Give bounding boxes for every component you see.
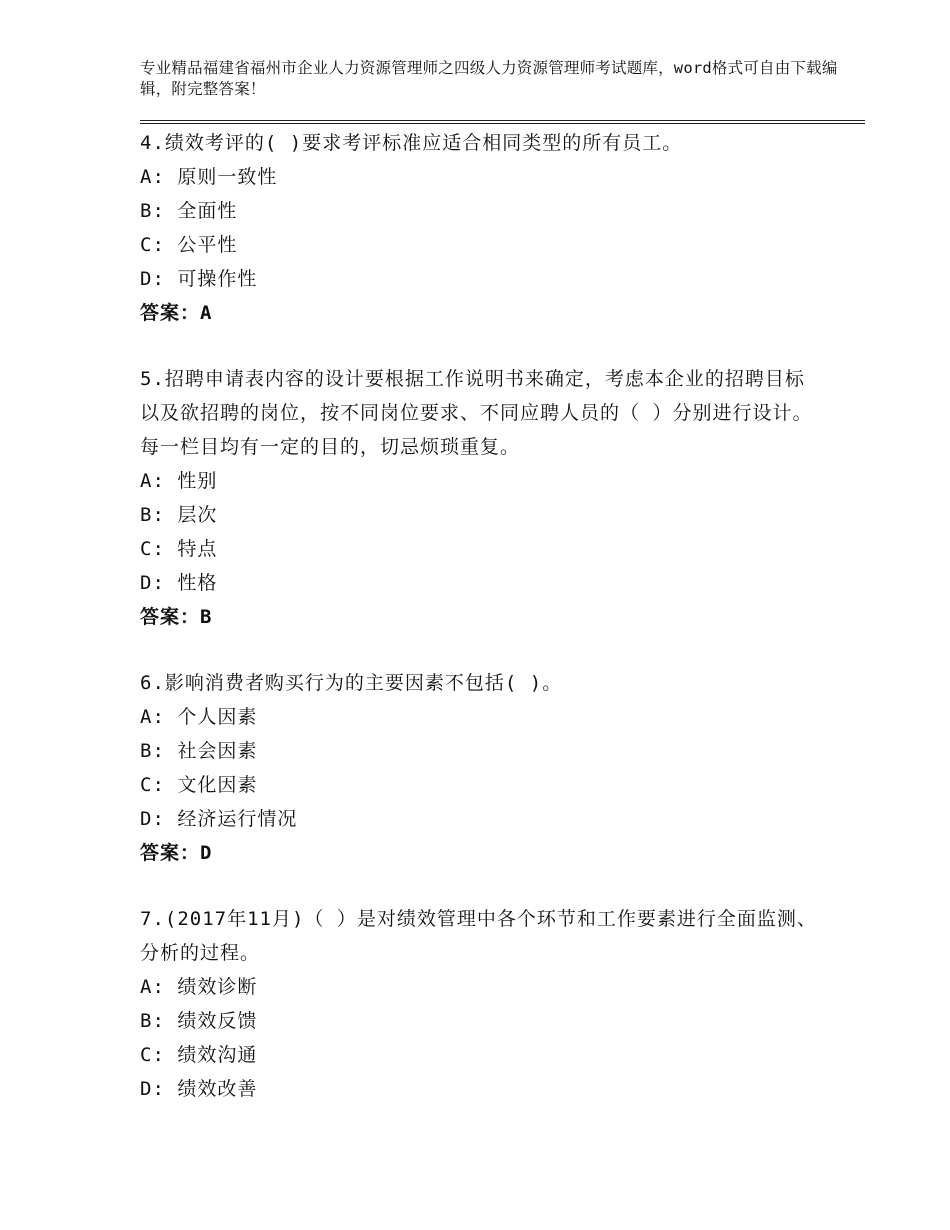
header-rule-bottom — [140, 123, 865, 124]
question-list — [140, 126, 820, 1138]
option-b: B: 全面性 — [140, 200, 238, 222]
option-a: A: 绩效诊断 — [140, 976, 258, 998]
answer: 答案：A — [140, 302, 213, 324]
header-title: 专业精品福建省福州市企业人力资源管理师之四级人力资源管理师考试题库，word格式可自由下载编辑，附完整答案！ — [140, 59, 838, 98]
question-stem: 4.绩效考评的( )要求考评标准应适合相同类型的所有员工。 — [140, 132, 683, 154]
option-d: D: 经济运行情况 — [140, 808, 298, 830]
question-7 — [140, 902, 820, 1106]
option-a: A: 个人因素 — [140, 706, 258, 728]
question-stem: 6.影响消费者购买行为的主要因素不包括( )。 — [140, 672, 563, 694]
option-d: D: 绩效改善 — [140, 1078, 258, 1100]
option-c: C: 绩效沟通 — [140, 1044, 258, 1066]
option-c: C: 文化因素 — [140, 774, 258, 796]
question-6 — [140, 666, 820, 870]
option-a: A: 性别 — [140, 470, 218, 492]
document-header — [140, 58, 840, 100]
option-c: C: 公平性 — [140, 234, 238, 256]
option-c: C: 特点 — [140, 538, 218, 560]
option-b: B: 层次 — [140, 504, 218, 526]
option-d: D: 可操作性 — [140, 268, 258, 290]
question-stem: 5.招聘申请表内容的设计要根据工作说明书来确定，考虑本企业的招聘目标以及欲招聘的岗位，按不同岗位要求、不同应聘人员的（ ）分别进行设计。每一栏目均有一定的目的，切忌烦琐重复。 — [140, 368, 813, 458]
answer: 答案：D — [140, 842, 213, 864]
header-rule-top — [140, 120, 865, 121]
option-b: B: 绩效反馈 — [140, 1010, 258, 1032]
question-stem: 7.(2017年11月)（ ）是对绩效管理中各个环节和工作要素进行全面监测、分析的过程。 — [140, 908, 817, 964]
question-5 — [140, 362, 820, 634]
question-4 — [140, 126, 820, 330]
answer: 答案：B — [140, 606, 213, 628]
option-a: A: 原则一致性 — [140, 166, 278, 188]
option-b: B: 社会因素 — [140, 740, 258, 762]
option-d: D: 性格 — [140, 572, 218, 594]
